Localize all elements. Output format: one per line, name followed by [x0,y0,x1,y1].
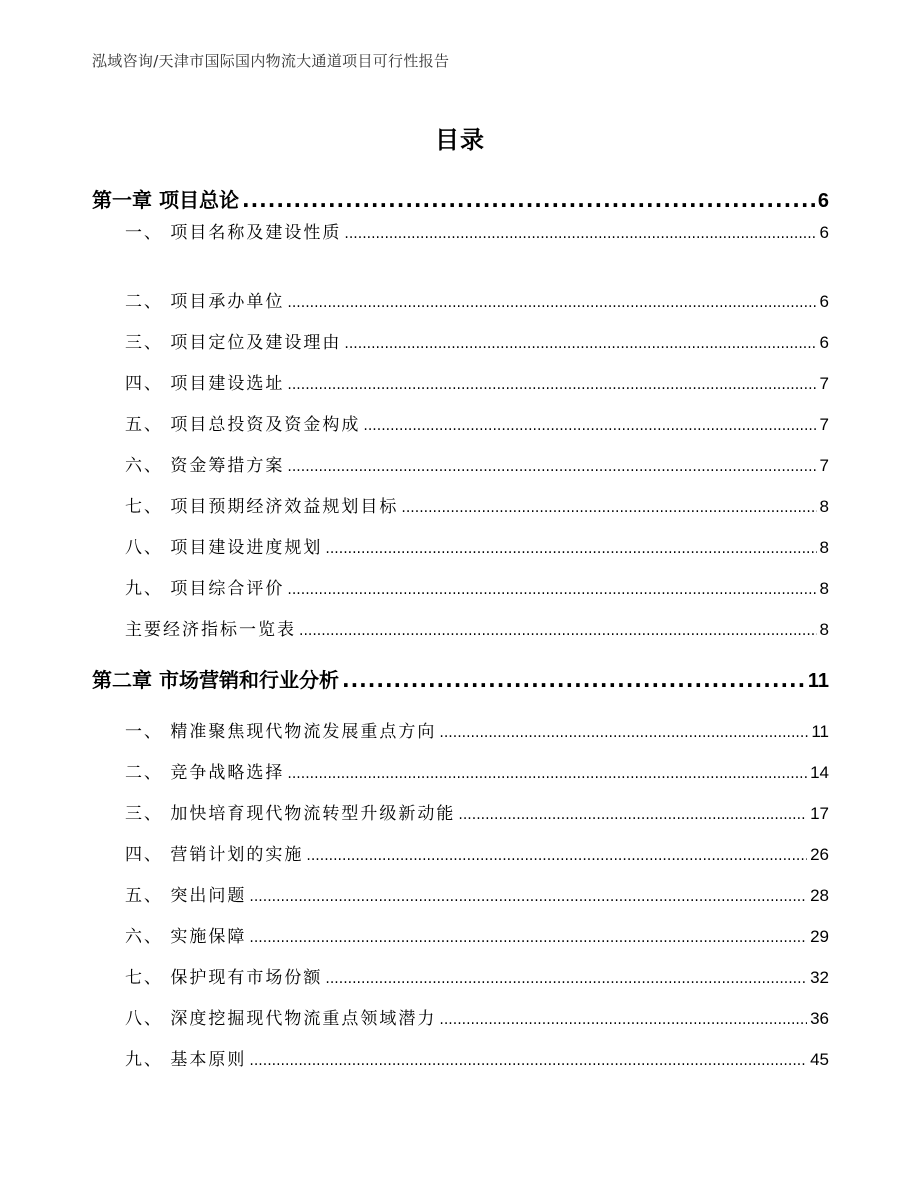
toc-label: 七、 项目预期经济效益规划目标 [125,497,399,517]
toc-section[interactable] [125,287,829,312]
toc-page-number: 14 [810,763,829,782]
toc-leader [249,886,807,906]
toc-label: 五、 项目总投资及资金构成 [125,415,361,435]
toc-label: 三、 加快培育现代物流转型升级新动能 [125,804,456,824]
toc-leader [306,845,807,865]
toc-chapter-2[interactable] [92,664,829,693]
toc-label: 四、 项目建设选址 [125,374,285,394]
toc-leader [287,579,816,599]
toc-label: 二、 项目承办单位 [125,292,285,312]
toc-section[interactable] [125,922,829,947]
toc-label: 一、 精准聚焦现代物流发展重点方向 [125,722,437,742]
toc-page-number: 11 [807,670,829,692]
toc-page-number: 32 [810,968,829,987]
toc-leader [344,223,816,243]
toc-leader [363,415,816,435]
toc-leader [401,497,816,517]
toc-label: 八、 项目建设进度规划 [125,538,323,558]
toc-label: 第一章 项目总论 [92,188,239,212]
toc-section[interactable] [125,533,829,558]
toc-section[interactable] [125,1004,829,1029]
toc-page-number: 6 [819,333,829,352]
toc-section[interactable] [125,1045,829,1070]
toc-section[interactable] [125,451,829,476]
toc-leader [287,292,816,312]
toc-page-number: 8 [819,579,829,598]
toc-page-number: 6 [819,292,829,311]
toc-label: 七、 保护现有市场份额 [125,968,323,988]
toc-leader [249,1050,807,1070]
toc-section[interactable] [125,218,829,243]
page-header: 泓域咨询/天津市国际国内物流大通道项目可行性报告 [92,52,450,70]
toc-page-number: 6 [819,223,829,242]
toc-label: 二、 竞争战略选择 [125,763,285,783]
toc-section[interactable] [125,328,829,353]
page-title: 目录 [435,126,485,154]
toc-leader [439,1009,807,1029]
toc-leader [344,333,816,353]
toc-label: 六、 资金筹措方案 [125,456,285,476]
toc-leader [242,188,815,212]
toc-leader [287,374,816,394]
toc-page-number: 29 [810,927,829,946]
toc-label: 八、 深度挖掘现代物流重点领域潜力 [125,1009,437,1029]
toc-label: 一、 项目名称及建设性质 [125,223,342,243]
toc-page-number: 45 [810,1050,829,1069]
toc-page-number: 7 [819,456,829,475]
toc-leader [287,763,807,783]
toc-page-number: 7 [819,374,829,393]
toc-leader [325,538,816,558]
toc-page-number: 7 [819,415,829,434]
toc-leader [439,722,808,742]
toc-section[interactable] [125,758,829,783]
toc-page-number: 26 [810,845,829,864]
toc-page-number: 8 [819,497,829,516]
toc-label: 主要经济指标一览表 [125,620,296,640]
toc-label: 九、 基本原则 [125,1050,247,1070]
toc-page-number: 8 [819,620,829,639]
toc-section[interactable] [125,615,829,640]
toc-label: 五、 突出问题 [125,886,247,906]
toc-label: 四、 营销计划的实施 [125,845,304,865]
toc-section[interactable] [125,410,829,435]
toc-leader [299,620,817,640]
toc-section[interactable] [125,574,829,599]
toc-section[interactable] [125,881,829,906]
toc-leader [249,927,807,947]
toc-page-number: 36 [810,1009,829,1028]
toc-label: 三、 项目定位及建设理由 [125,333,342,353]
toc-section[interactable] [125,369,829,394]
toc-leader [287,456,816,476]
toc-page-number: 28 [810,886,829,905]
toc-label: 九、 项目综合评价 [125,579,285,599]
toc-label: 第二章 市场营销和行业分析 [92,668,339,692]
toc-page-number: 6 [817,190,829,212]
toc-page-number: 17 [810,804,829,823]
toc-leader [342,668,805,692]
toc-page-number: 11 [811,722,829,741]
toc-section[interactable] [125,717,829,742]
toc-leader [458,804,807,824]
toc-leader [325,968,807,988]
toc-section[interactable] [125,963,829,988]
toc-page-number: 8 [819,538,829,557]
toc-section[interactable] [125,799,829,824]
toc-chapter-1[interactable] [92,184,829,213]
toc-section[interactable] [125,492,829,517]
toc-label: 六、 实施保障 [125,927,247,947]
toc-section[interactable] [125,840,829,865]
